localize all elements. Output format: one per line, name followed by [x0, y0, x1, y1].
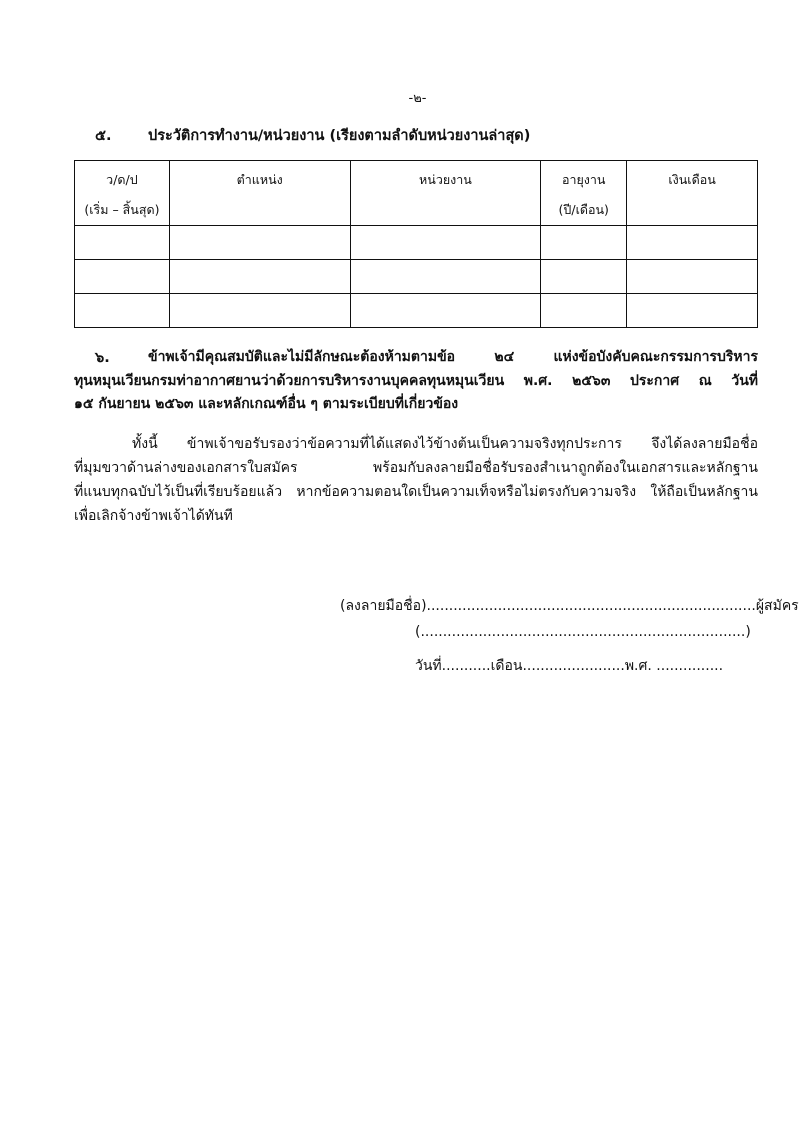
printed-name-line[interactable]: (.........................................................................)	[415, 624, 751, 640]
table-cell[interactable]	[627, 226, 758, 260]
signature-line[interactable]: (ลงลายมือชื่อ)..........................................................................ผู้สมัคร	[340, 598, 799, 614]
table-cell[interactable]	[350, 260, 541, 294]
section-5-title: ประวัติการทำงาน/หน่วยงาน (เรียงตามลำดับหน่วยงานล่าสุด)	[148, 128, 531, 144]
header-label: หน่วยงาน	[419, 172, 472, 187]
table-cell[interactable]	[541, 226, 627, 260]
table-cell[interactable]	[169, 226, 350, 260]
header-sublabel: (เริ่ม – สิ้นสุด)	[84, 202, 160, 217]
header-date	[75, 161, 170, 226]
header-label: อายุงาน	[561, 172, 606, 187]
declaration-line: เพื่อเลิกจ้างข้าพเจ้าได้ทันที	[74, 508, 233, 524]
table-cell[interactable]	[350, 294, 541, 328]
declaration-line: ที่มุมขวาด้านล่างของเอกสารใบสมัคร พร้อมกับลงลายมือชื่อรับรองสำเนาถูกต้องในเอกสารและหลักฐาน	[74, 460, 758, 476]
header-label: ว/ด/ป	[106, 172, 138, 187]
table-row	[75, 260, 758, 294]
table-cell[interactable]	[627, 260, 758, 294]
header-agency	[350, 161, 541, 226]
table-row	[75, 226, 758, 260]
table-cell[interactable]	[169, 260, 350, 294]
table-cell[interactable]	[75, 294, 170, 328]
header-tenure	[541, 161, 627, 226]
table-cell[interactable]	[350, 226, 541, 260]
table-cell[interactable]	[541, 294, 627, 328]
section-6-line: ข้าพเจ้ามีคุณสมบัติและไม่มีลักษณะต้องห้ามตามข้อ ๒๔ แห่งข้อบังคับคณะกรรมการบริหาร	[148, 349, 758, 365]
table-cell[interactable]	[75, 226, 170, 260]
declaration-line: ทั้งนี้ ข้าพเจ้าขอรับรองว่าข้อความที่ได้แสดงไว้ข้างต้นเป็นความจริงทุกประการ จึงได้ลงลายมือชื่อ	[132, 436, 758, 452]
work-history-table	[74, 160, 758, 328]
table-cell[interactable]	[75, 260, 170, 294]
header-position	[169, 161, 350, 226]
header-label: เงินเดือน	[668, 172, 716, 187]
section-6-number: ๖.	[95, 350, 110, 366]
date-line[interactable]: วันที่...........เดือน.......................พ.ศ. ...............	[415, 658, 724, 674]
table-row	[75, 294, 758, 328]
table-header-row	[75, 161, 758, 226]
page-number: -๒-	[408, 91, 427, 106]
section-6-line: ๑๕ กันยายน ๒๕๖๓ และหลักเกณฑ์อื่น ๆ ตามระเบียบที่เกี่ยวข้อง	[74, 396, 459, 412]
table-cell[interactable]	[541, 260, 627, 294]
table-cell[interactable]	[169, 294, 350, 328]
declaration-line: ที่แนบทุกฉบับไว้เป็นที่เรียบร้อยแล้ว หากข้อความตอนใดเป็นความเท็จหรือไม่ตรงกับความจริง ให้ถือเป็นหลักฐาน	[74, 484, 758, 500]
header-label: ตำแหน่ง	[236, 172, 283, 187]
section-6-line: ทุนหมุนเวียนกรมท่าอากาศยานว่าด้วยการบริหารงานบุคคลทุนหมุนเวียน พ.ศ. ๒๕๖๓ ประกาศ ณ วันที่	[74, 373, 758, 389]
section-5-number: ๕.	[95, 128, 112, 144]
table-cell[interactable]	[627, 294, 758, 328]
header-salary	[627, 161, 758, 226]
header-sublabel: (ปี/เดือน)	[558, 202, 609, 217]
